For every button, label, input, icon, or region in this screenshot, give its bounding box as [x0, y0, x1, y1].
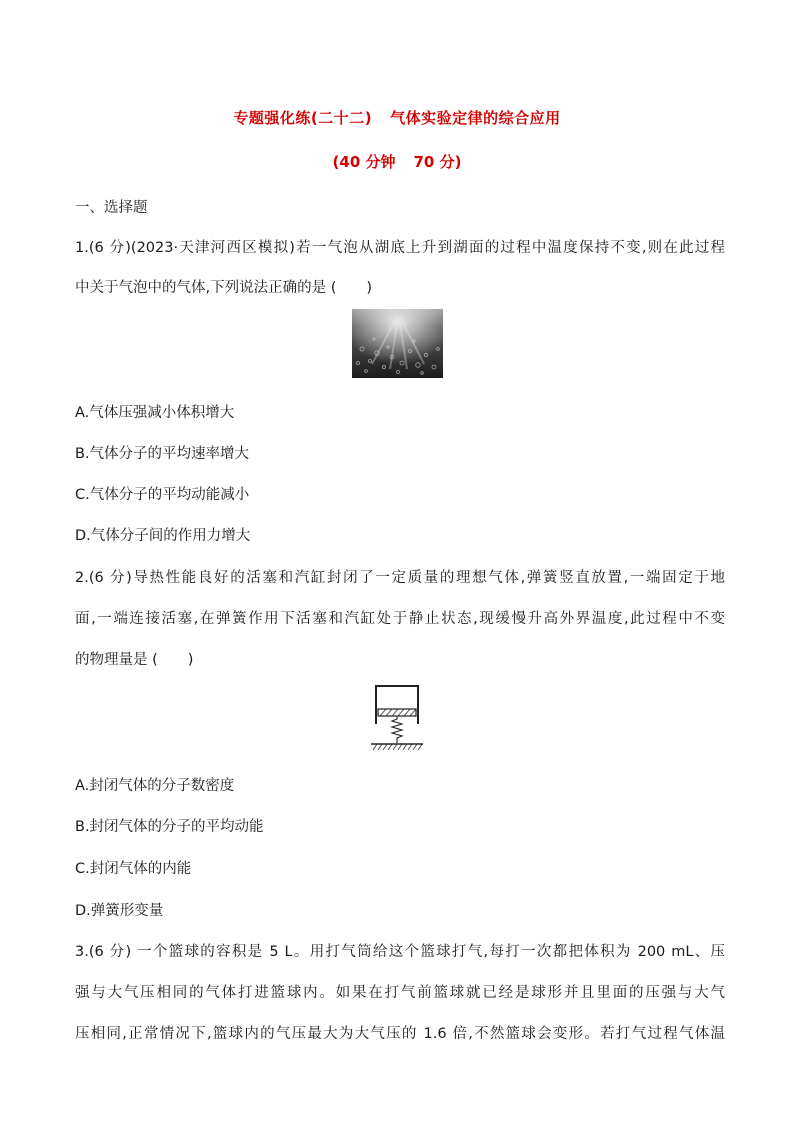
title-main: 专题强化练(二十二): [233, 109, 373, 127]
q3-stem-line3: 压相同,正常情况下,篮球内的气压最大为大气压的 1.6 倍,不然篮球会变形。若打气过程气体温: [75, 1026, 725, 1042]
q2-stem-line1: 2.(6 分)导热性能良好的活塞和汽缸封闭了一定质量的理想气体,弹簧竖直放置,一端固定于地: [75, 570, 725, 586]
section-heading: 一、选择题: [75, 200, 148, 216]
q2-option-b: B.封闭气体的分子的平均动能: [75, 819, 264, 835]
worksheet-title: [0, 107, 794, 128]
q1-stem-line2: 中关于气泡中的气体,下列说法正确的是 ( ): [75, 280, 373, 296]
q1-stem-line1: 1.(6 分)(2023·天津河西区模拟)若一气泡从湖底上升到湖面的过程中温度保持不变,则在此过程: [75, 240, 726, 256]
q2-option-d: D.弹簧形变量: [75, 903, 164, 919]
title-topic: 气体实验定律的综合应用: [390, 109, 561, 127]
q2-stem-line3: 的物理量是 ( ): [75, 652, 194, 668]
q2-stem-line2: 面,一端连接活塞,在弹簧作用下活塞和汽缸处于静止状态,现缓慢升高外界温度,此过程中不变: [75, 611, 725, 627]
underwater-bubbles-photo: [352, 309, 443, 378]
q3-stem-line1: 3.(6 分) 一个篮球的容积是 5 L。用打气筒给这个篮球打气,每打一次都把体积为 200 mL、压: [75, 944, 726, 960]
q1-option-a: A.气体压强减小体积增大: [75, 405, 235, 421]
piston-spring-diagram: [367, 684, 427, 754]
time-and-score: [0, 151, 794, 172]
q2-option-a: A.封闭气体的分子数密度: [75, 778, 235, 794]
q1-option-d: D.气体分子间的作用力增大: [75, 528, 251, 544]
total-score: 70 分): [413, 153, 462, 171]
q1-option-c: C.气体分子的平均动能减小: [75, 487, 250, 503]
q2-option-c: C.封闭气体的内能: [75, 861, 192, 877]
q1-option-b: B.气体分子的平均速率增大: [75, 446, 250, 462]
q3-stem-line2: 强与大气压相同的气体打进篮球内。如果在打气前篮球就已经是球形并且里面的压强与大气: [75, 985, 725, 1001]
time-limit: (40 分钟: [332, 153, 396, 171]
